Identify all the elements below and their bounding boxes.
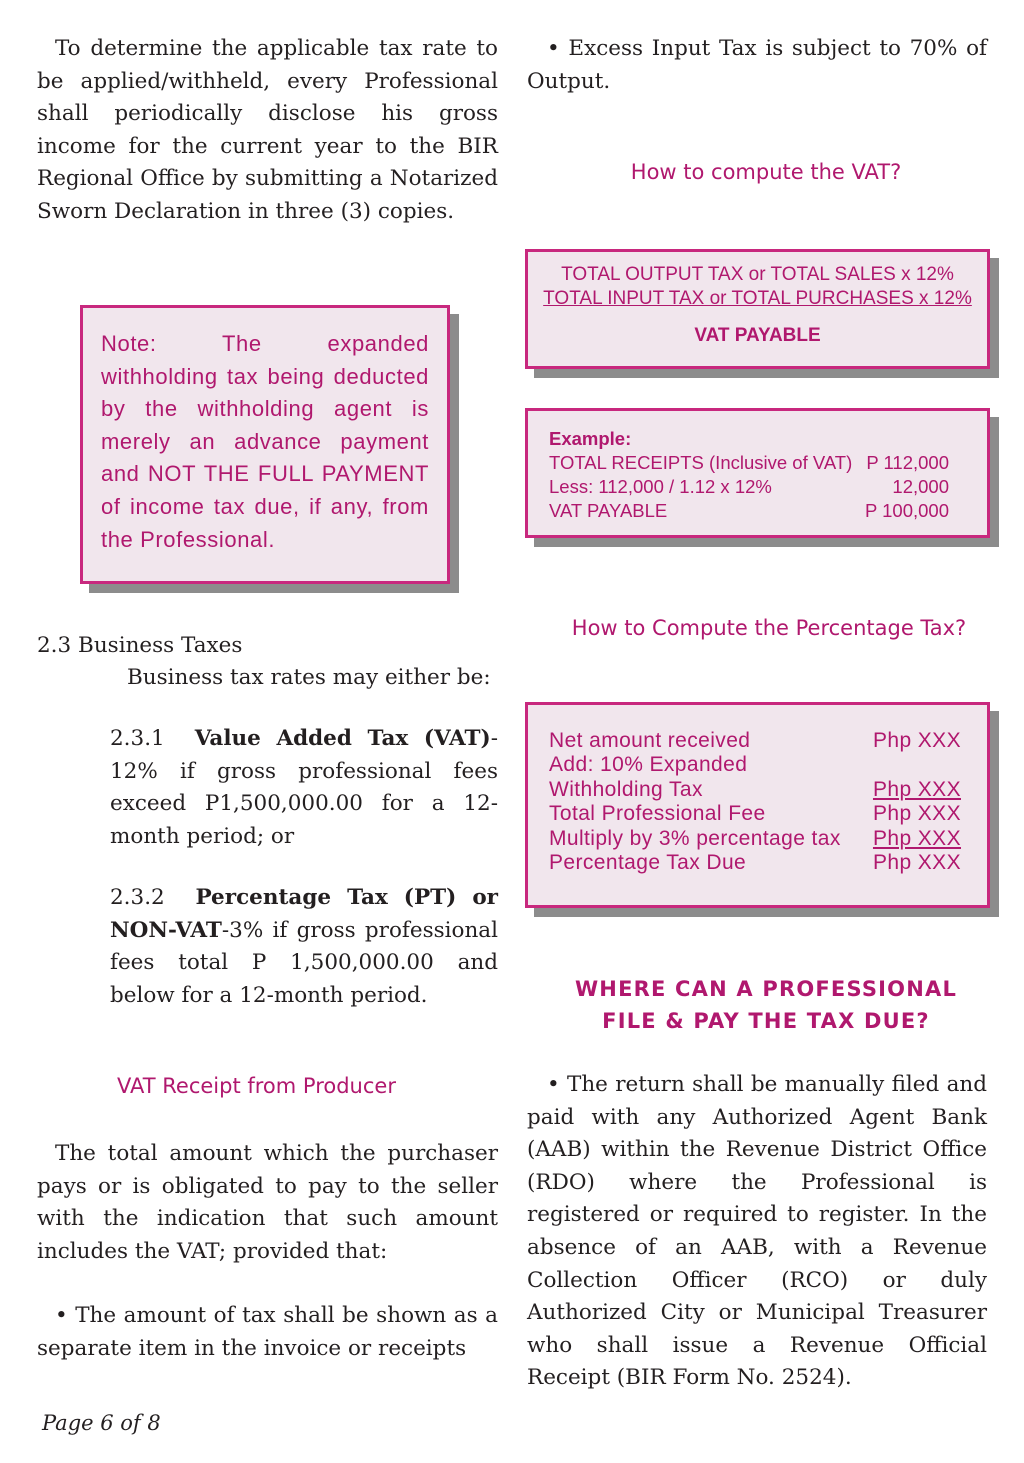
intro-paragraph: To determine the applicable tax rate to be applied/withheld, every Professional shall periodically disclose his gross income for the current year to the BIR Regional Office by submitting a Notarized Sworn Declaration in three (3) copies. bbox=[37, 36, 498, 224]
vat-example-box bbox=[525, 408, 990, 538]
note-box bbox=[80, 305, 450, 584]
vat-formula-input: TOTAL INPUT TAX or TOTAL PURCHASES x 12% bbox=[543, 288, 972, 309]
pt-row-value: Php XXX bbox=[872, 851, 961, 875]
pt-row bbox=[549, 802, 961, 826]
pt-row bbox=[549, 729, 961, 753]
vat-description: - 12% if gross professional fees exceed P1,500,000.00 for a 12-month period; or bbox=[110, 726, 498, 849]
pt-rate-paragraph bbox=[110, 882, 498, 1012]
pt-row-value: Php XXX bbox=[872, 802, 961, 826]
vat-formula-result: VAT PAYABLE bbox=[694, 325, 821, 346]
vat-section-number: 2.3.1 bbox=[110, 726, 165, 751]
example-title: Example: bbox=[549, 428, 632, 449]
vat-rate-paragraph bbox=[110, 723, 498, 853]
vat-receipt-heading: VAT Receipt from Producer bbox=[117, 1074, 396, 1098]
business-taxes-subheading: Business tax rates may either be: bbox=[127, 665, 491, 690]
pt-row bbox=[549, 827, 961, 851]
example-row bbox=[549, 475, 949, 499]
example-row bbox=[549, 451, 949, 475]
pt-row bbox=[549, 851, 961, 875]
pt-row-value: Php XXX bbox=[872, 729, 961, 752]
pt-row-label: Multiply by 3% percentage tax bbox=[549, 826, 841, 850]
tax-shown-bullet: • The amount of tax shall be shown as a separate item in the invoice or receipts bbox=[37, 1303, 498, 1361]
note-text: Note: The expanded withholding tax being deducted by the withholding agent is merely an advance payment and NOT THE FULL PAYMENT of income tax due, if any, from the Professional. bbox=[101, 331, 429, 552]
example-row-value: 12,000 bbox=[892, 476, 949, 497]
pt-title: Percentage Tax (PT) or NON-VAT bbox=[110, 885, 498, 943]
where-heading-line-2: FILE & PAY THE TAX DUE? bbox=[602, 1009, 930, 1033]
where-to-file-heading bbox=[527, 973, 1005, 1037]
example-row-value: P 100,000 bbox=[864, 500, 949, 521]
example-row-label: VAT PAYABLE bbox=[549, 500, 668, 521]
pt-row-value: Php XXX bbox=[872, 826, 961, 850]
vat-title: Value Added Tax (VAT) bbox=[194, 726, 491, 751]
vat-formula-box bbox=[525, 249, 990, 369]
pt-row-label: Percentage Tax Due bbox=[549, 851, 747, 875]
pt-description: -3% if gross professional fees total P 1,500,000.00 and below for a 12-month period. bbox=[110, 917, 498, 1008]
vat-formula-output: TOTAL OUTPUT TAX or TOTAL SALES x 12% bbox=[561, 264, 954, 285]
pt-row-label: Net amount received bbox=[549, 729, 751, 752]
pt-section-number: 2.3.2 bbox=[110, 885, 165, 910]
pt-row-label: Total Professional Fee bbox=[549, 802, 766, 826]
pt-row bbox=[549, 778, 961, 802]
vat-receipt-paragraph: The total amount which the purchaser pays or is obligated to pay to the seller with the indication that such amount includes the VAT; provided that: bbox=[37, 1141, 498, 1264]
where-to-file-paragraph: • The return shall be manually filed and paid with any Authorized Agent Bank (AAB) within the Revenue District Office (RDO) where the Professional is registered or required to register. In the absence of an AAB, with a Revenue Collection Officer (RCO) or duly Authorized City or Municipal Treasurer who shall issue a Revenue Official Receipt (BIR Form No. 2524). bbox=[527, 1072, 987, 1391]
pt-row bbox=[549, 753, 961, 777]
percentage-tax-box bbox=[525, 702, 990, 908]
percentage-tax-heading: How to Compute the Percentage Tax? bbox=[571, 616, 967, 640]
example-row-label: Less: 112,000 / 1.12 x 12% bbox=[549, 476, 772, 497]
vat-compute-heading: How to compute the VAT? bbox=[630, 160, 902, 184]
example-row bbox=[549, 499, 949, 523]
pt-row-label: Add: 10% Expanded bbox=[549, 753, 748, 777]
business-taxes-heading: 2.3 Business Taxes bbox=[37, 633, 243, 658]
pt-row-label: Withholding Tax bbox=[549, 777, 703, 801]
pt-row-value: Php XXX bbox=[872, 777, 961, 801]
example-row-label: TOTAL RECEIPTS (Inclusive of VAT) bbox=[549, 452, 853, 473]
example-row-value: P 112,000 bbox=[866, 452, 949, 473]
where-heading-line-1: WHERE CAN A PROFESSIONAL bbox=[574, 977, 958, 1001]
page-number: Page 6 of 8 bbox=[42, 1411, 161, 1435]
excess-input-bullet: • Excess Input Tax is subject to 70% of Output. bbox=[527, 36, 987, 94]
